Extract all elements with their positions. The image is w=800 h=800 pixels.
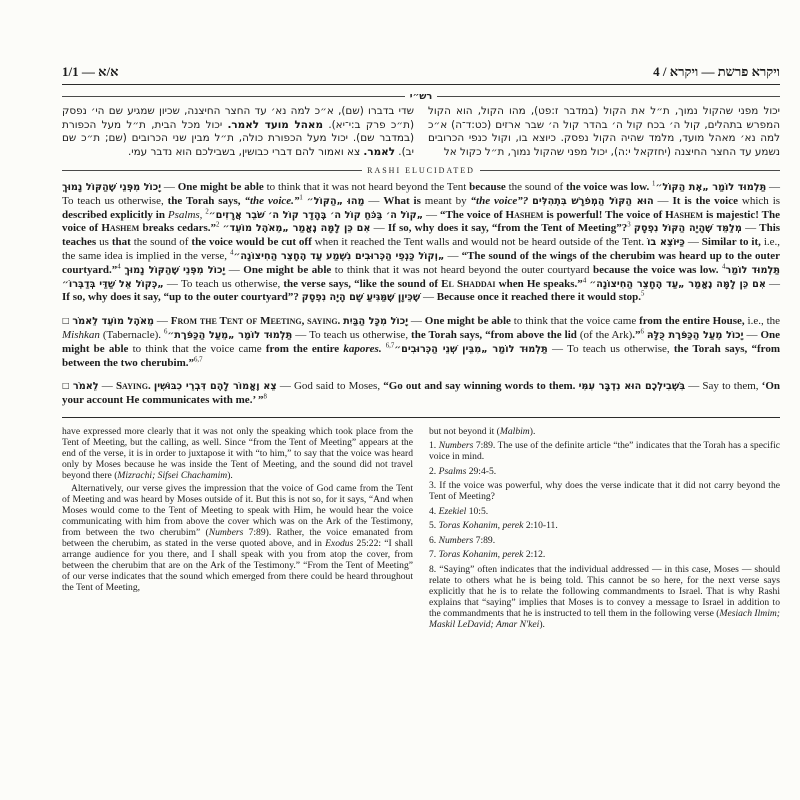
header-rule (62, 84, 780, 85)
footnote-item: 3. If the voice was powerful, why does the verse indicate that it did not carry beyond the Tent of Meeting? (429, 480, 780, 503)
elucidated-divider-label: RASHI ELUCIDATED (367, 166, 475, 175)
footnote-item: 4. Ezekiel 10:5. (429, 505, 489, 517)
footnote-item: but not beyond it (Malbim). (429, 425, 536, 437)
elucidation-paragraph: □ מֵאֹהֶל מוֹעֵד לֵאמֹר — From the Tent of Meeting, saying. יָכוֹל מִכָּל הַבַּיִת — One might be able to think that the voice came from the entire House, i.e., the Mishkan (Tabernacle). $^6$תַּלְמוּד לוֹמַר „מֵעַל הַכַּפֹּרֶת״ — To teach us otherwise, the Torah says, “from above the lid (of the Ark).”$^6$ יָכוֹל מֵעַל הַכַּפֹּרֶת כֻּלָּהּ — One might be able to think that the voice came from the entire kapores. $^{6,7}$תַּלְמוּד לוֹמַר „מִבֵּין שְׁנֵי הַכְּרוּבִים״ — To teach us otherwise, the Torah says, “from between the two cherubim.”$^{6,7}$ (62, 315, 781, 369)
footnote-item: 1. Numbers 7:89. The use of the definite article “the” indicates that the Torah has a specific voice in mind. (429, 440, 780, 463)
page-header (62, 64, 780, 79)
footnote-rule (62, 417, 780, 418)
footnote-paragraph: Alternatively, our verse gives the impression that the voice of God came from the Tent of Meeting and was heard by Moses outside of it. But this is not so, for it says, “And when Moses would come to the Tent of Meeting to speak with Him, he would hear the voice communicating with him from above the cover which was on the Ark of the Testimony, from between the two cherubim” (Numbers 7:89). Rather, the voice emanated from between the cherubim, as stated in the verse quoted above, and in Exodus 25:22: “I shall arrange audience for you there, and I shall speak with you from atop the cover, from between the cherubim that are on the Ark of the Testimony.” “From the Tent of Meeting” of our verse indicates that the sound which emerged from there could be heard throughout the Tent of Meeting, (62, 482, 413, 593)
footnote-column-left (62, 426, 413, 634)
rashi-divider-label: רש״י (409, 91, 433, 102)
rashi-column-right: יכול מפני שהקול נמוך, ת״ל את הקול (במדבר ז:פט), מהו הקול, הוא הקול המפרש בתהלים, קול ה׳ בכח קול ה׳ בהדר קול ה׳ שבר ארזים (כט:ד־ה) א״כ למה נא׳ מאהל מועד, מלמד שהיה הקול נפסק. כיוצא בו, וקול כנפי הכרובים נשמע עד החצר החיצנה (יחזקאל י:ה), יכול מפני שהקול נמוך, ת״ל כקול אל (428, 105, 780, 158)
footnote-item: 7. Toras Kohanim, perek 2:12. (429, 549, 546, 561)
footnote-item: 2. Psalms 29:4-5. (429, 465, 497, 477)
rashi-hebrew-section (62, 105, 780, 159)
footnotes-section (62, 426, 780, 634)
footnote-item: 5. Toras Kohanim, perek 2:10-11. (429, 520, 558, 532)
header-verse-ref: 1/1 — א/א (62, 64, 119, 79)
rashi-divider (62, 92, 780, 101)
elucidated-divider (62, 166, 780, 175)
footnote-paragraph: have expressed more clearly that it was not only the speaking which took place from the Tent of Meeting, but the calling, as well. Since “from the Tent of Meeting” appears at the end of the verse, it is in order to juxtapose it with “to him,” to say that the voice was heard only by Moses because he was inside the Tent of Meeting, and the sound did not travel beyond there (Mizrachi; Sifsei Chachamim). (62, 425, 413, 481)
elucidation-paragraph: □ לֵאמֹר — Saying. צֵא וֶאֱמוֹר לָהֶם דִּבְרֵי כִבּוּשִׁין — God said to Moses, “Go out and say winning words to them. בִּשְׁבִילְכֶם הוּא נִדְבָּר עִמִּי — Say to them, ‘On your account He communicates with me.’ ”$^8$ (62, 380, 780, 407)
footnote-item: 6. Numbers 7:89. (429, 534, 496, 546)
footnote-column-right (429, 426, 780, 634)
elucidation-paragraph: יָכוֹל מִפְּנֵי שֶׁהַקּוֹל נָמוּךְ — One might be able to think that it was not heard beyond the Tent because the sound of the voice was low. $^1$תַּלְמוּד לוֹמַר „אֶת הַקּוֹל״ — To teach us otherwise, the Torah says, “the voice.”$^1$ מַהוּ „הַקּוֹל״ — What is meant by “the voice”? הוּא הַקּוֹל הַמְפֹרָשׁ בִּתְהִלִּים — It is the voice which is described explicitly in Psalms, $^2$„קוֹל ה׳ בַּכֹּחַ קוֹל ה׳ בֶּהָדָר קוֹל ה׳ שֹׁבֵר אֲרָזִים״ — “The voice of Hashem is powerful! The voice of Hashem is majestic! The voice of Hashem breaks cedars.”$^2$ אִם כֵּן לָמָּה נֶאֱמַר „מֵאֹהֶל מוֹעֵד״ — If so, why does it say, “from the Tent of Meeting”?$^3$ מְלַמֵּד שֶׁהָיָה הַקּוֹל נִפְסָק — This teaches us that the sound of the voice would be cut off when it reached the Tent walls and would not be heard outside of the Tent. כַּיּוֹצֵא בוֹ — Similar to it, i.e., the same idea is implied in the verse, $^4$„וְקוֹל כַּנְפֵי הַכְּרוּבִים נִשְׁמַע עַד הֶחָצֵר הַחִיצוֹנָה״ — “The sound of the wings of the cherubim was heard up to the outer courtyard.”$^4$ יָכוֹל מִפְּנֵי שֶׁהַקּוֹל נָמוּךְ — One might be able to think that it was not heard beyond the outer courtyard because the voice was low. $^4$תַּלְמוּד לוֹמַר „כְּקוֹל אֵל שַׁדַּי בְּדַבְּרוֹ״ — To teach us otherwise, the verse says, “like the sound of El Shaddai when He speaks.”$^4$ אִם כֵּן לָמָּה נֶאֱמַר „עַד הֶחָצֵר הַחִיצוֹנָה״ — If so, why does it say, “up to the outer courtyard”? שֶׁכֵּיוָן שֶׁמַּגִּיעַ שָׁם הָיָה נִפְסָק — Because once it reached there it would stop.$^5$ (62, 180, 781, 304)
elucidation-section (62, 181, 780, 408)
footnote-item: 8. “Saying” often indicates that the individual addressed — in this case, Moses — should relate to others what he is being told. This cannot be so here, for the next verse says explicitly that he is to relate the following commandments to Israel. That is why Rashi explains that “saying” implies that Moses is to convey a message to Israel in addition to the commandments that he is instructed to tell them in the following verse (Mesiach Ilmim; Maskil LeDavid; Amar N'kei). (429, 563, 780, 630)
header-book-title: 4 / ויקרא — פרשת ויקרא (653, 64, 780, 79)
rashi-column-left: שדי בדברו (שם), א״כ למה נא׳ עד החצר החיצנה, שכיון שמגיע שם הי׳ נפסק (ת״כ פרק ב:י־יא). מאהל מועד לאמר. יכול מכל הבית, ת״ל מעל הכפורת (במדבר שם). יכול מעל הכפורת כולה, ת״ל מבין שני הכרובים (שם; ת״כ שם יב). לאמר. צא ואמור להם דברי כבושין, בשבילכם הוא נדבר עמי. (62, 105, 414, 158)
